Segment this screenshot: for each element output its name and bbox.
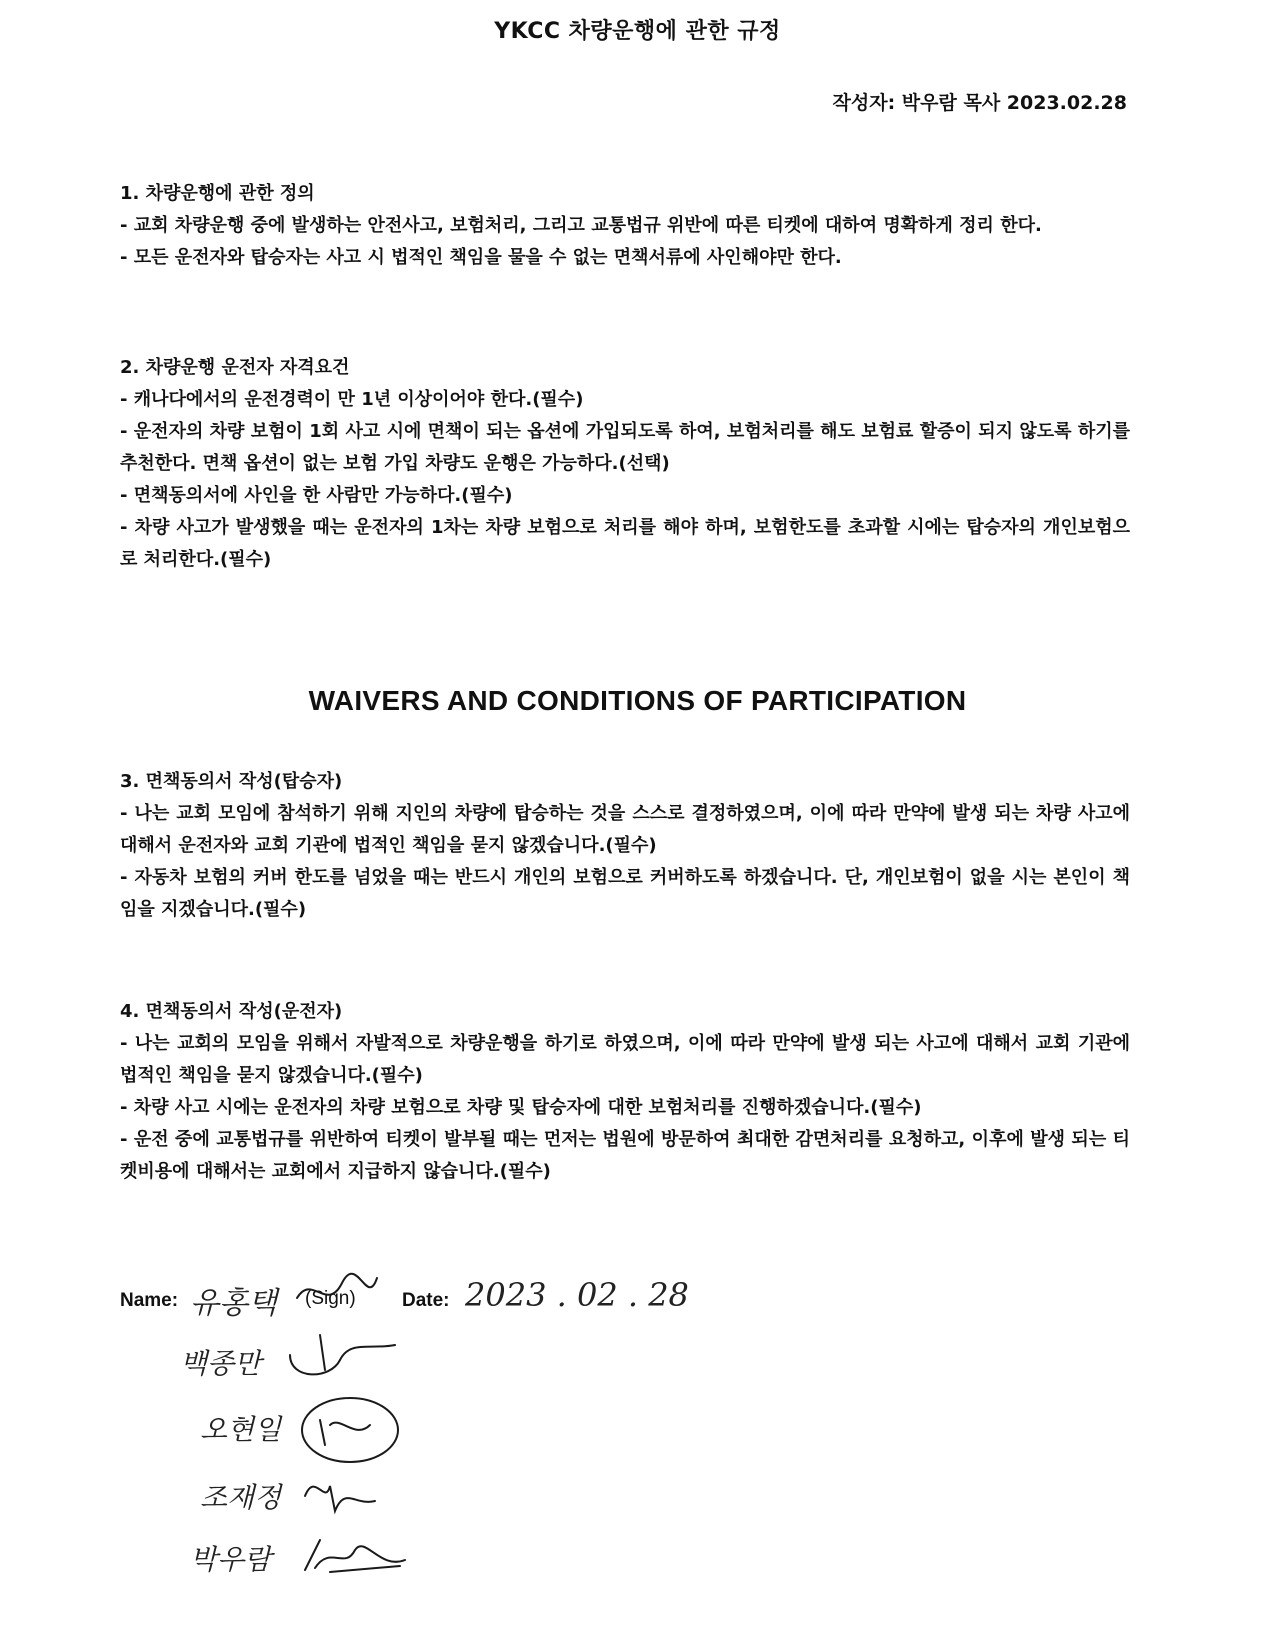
- section-line: - 운전자의 차량 보험이 1회 사고 시에 면책이 되는 옵션에 가입되도록 하여, 보험처리를 해도 보험료 할증이 되지 않도록 하기를 추천한다. 면책 옵션이 없는 보험 가입 차량도 운행은 가능하다.(선택): [120, 421, 1130, 474]
- section-line: - 운전 중에 교통법규를 위반하여 티켓이 발부될 때는 먼저는 법원에 방문하여 최대한 감면처리를 요청하고, 이후에 발생 되는 티켓비용에 대해서는 교회에서 지급하지 않습니다.(필수): [120, 1129, 1130, 1182]
- section-line: - 차량 사고 시에는 운전자의 차량 보험으로 차량 및 탑승자에 대한 보험처리를 진행하겠습니다.(필수): [120, 1097, 922, 1118]
- document-title: YKCC 차량운행에 관한 규정: [494, 19, 781, 44]
- section-line: - 나는 교회의 모임을 위해서 자발적으로 차량운행을 하기로 하였으며, 이에 따라 만약에 발생 되는 사고에 대해서 교회 기관에 법적인 책임을 묻지 않겠습니다.(필수): [120, 1033, 1130, 1086]
- signature-block: [120, 1276, 1020, 1620]
- signer-name: 박우람: [190, 1543, 272, 1576]
- signer-name: 오현일: [200, 1413, 282, 1446]
- date-value: 2023 . 02 . 28: [465, 1276, 689, 1314]
- signer-name: 백종만: [180, 1347, 262, 1380]
- waiver-title: WAIVERS AND CONDITIONS OF PARTICIPATION: [308, 685, 967, 716]
- signer-name: 유홍택: [190, 1286, 277, 1321]
- section-4: [120, 996, 1130, 1188]
- date-label: Date:: [402, 1290, 450, 1311]
- name-label: Name:: [120, 1290, 179, 1311]
- section-line: - 면책동의서에 사인을 한 사람만 가능하다.(필수): [120, 485, 513, 506]
- section-heading: 1. 차량운행에 관한 정의: [120, 183, 315, 204]
- section-line: - 모든 운전자와 탑승자는 사고 시 법적인 책임을 물을 수 없는 면책서류에 사인해야만 한다.: [120, 247, 842, 268]
- section-line: - 차량 사고가 발생했을 때는 운전자의 1차는 차량 보험으로 처리를 해야 하며, 보험한도를 초과할 시에는 탑승자의 개인보험으로 처리한다.(필수): [120, 517, 1130, 570]
- author-line: 작성자: 박우람 목사 2023.02.28: [832, 92, 1127, 114]
- signature-mark: [280, 1330, 400, 1390]
- signature-mark: [300, 1530, 410, 1580]
- section-1: [120, 178, 1130, 274]
- signer-name: 조재정: [200, 1481, 282, 1514]
- signature-mark: [300, 1466, 380, 1516]
- section-line: - 캐나다에서의 운전경력이 만 1년 이상이어야 한다.(필수): [120, 389, 584, 410]
- section-heading: 3. 면책동의서 작성(탑승자): [120, 771, 343, 792]
- section-heading: 2. 차량운행 운전자 자격요건: [120, 357, 350, 378]
- section-line: - 자동차 보험의 커버 한도를 넘었을 때는 반드시 개인의 보험으로 커버하도록 하겠습니다. 단, 개인보험이 없을 시는 본인이 책임을 지겠습니다.(필수): [120, 867, 1130, 920]
- signature-mark: [292, 1268, 382, 1318]
- section-2: [120, 352, 1130, 576]
- signature-mark: [295, 1390, 405, 1470]
- section-3: [120, 766, 1130, 926]
- section-heading: 4. 면책동의서 작성(운전자): [120, 1001, 343, 1022]
- sign-label: (Sign): [305, 1288, 356, 1309]
- section-line: - 나는 교회 모임에 참석하기 위해 지인의 차량에 탑승하는 것을 스스로 결정하였으며, 이에 따라 만약에 발생 되는 차량 사고에 대해서 운전자와 교회 기관에 법적인 책임을 묻지 않겠습니다.(필수): [120, 803, 1130, 856]
- section-line: - 교회 차량운행 중에 발생하는 안전사고, 보험처리, 그리고 교통법규 위반에 따른 티켓에 대하여 명확하게 정리 한다.: [120, 215, 1042, 236]
